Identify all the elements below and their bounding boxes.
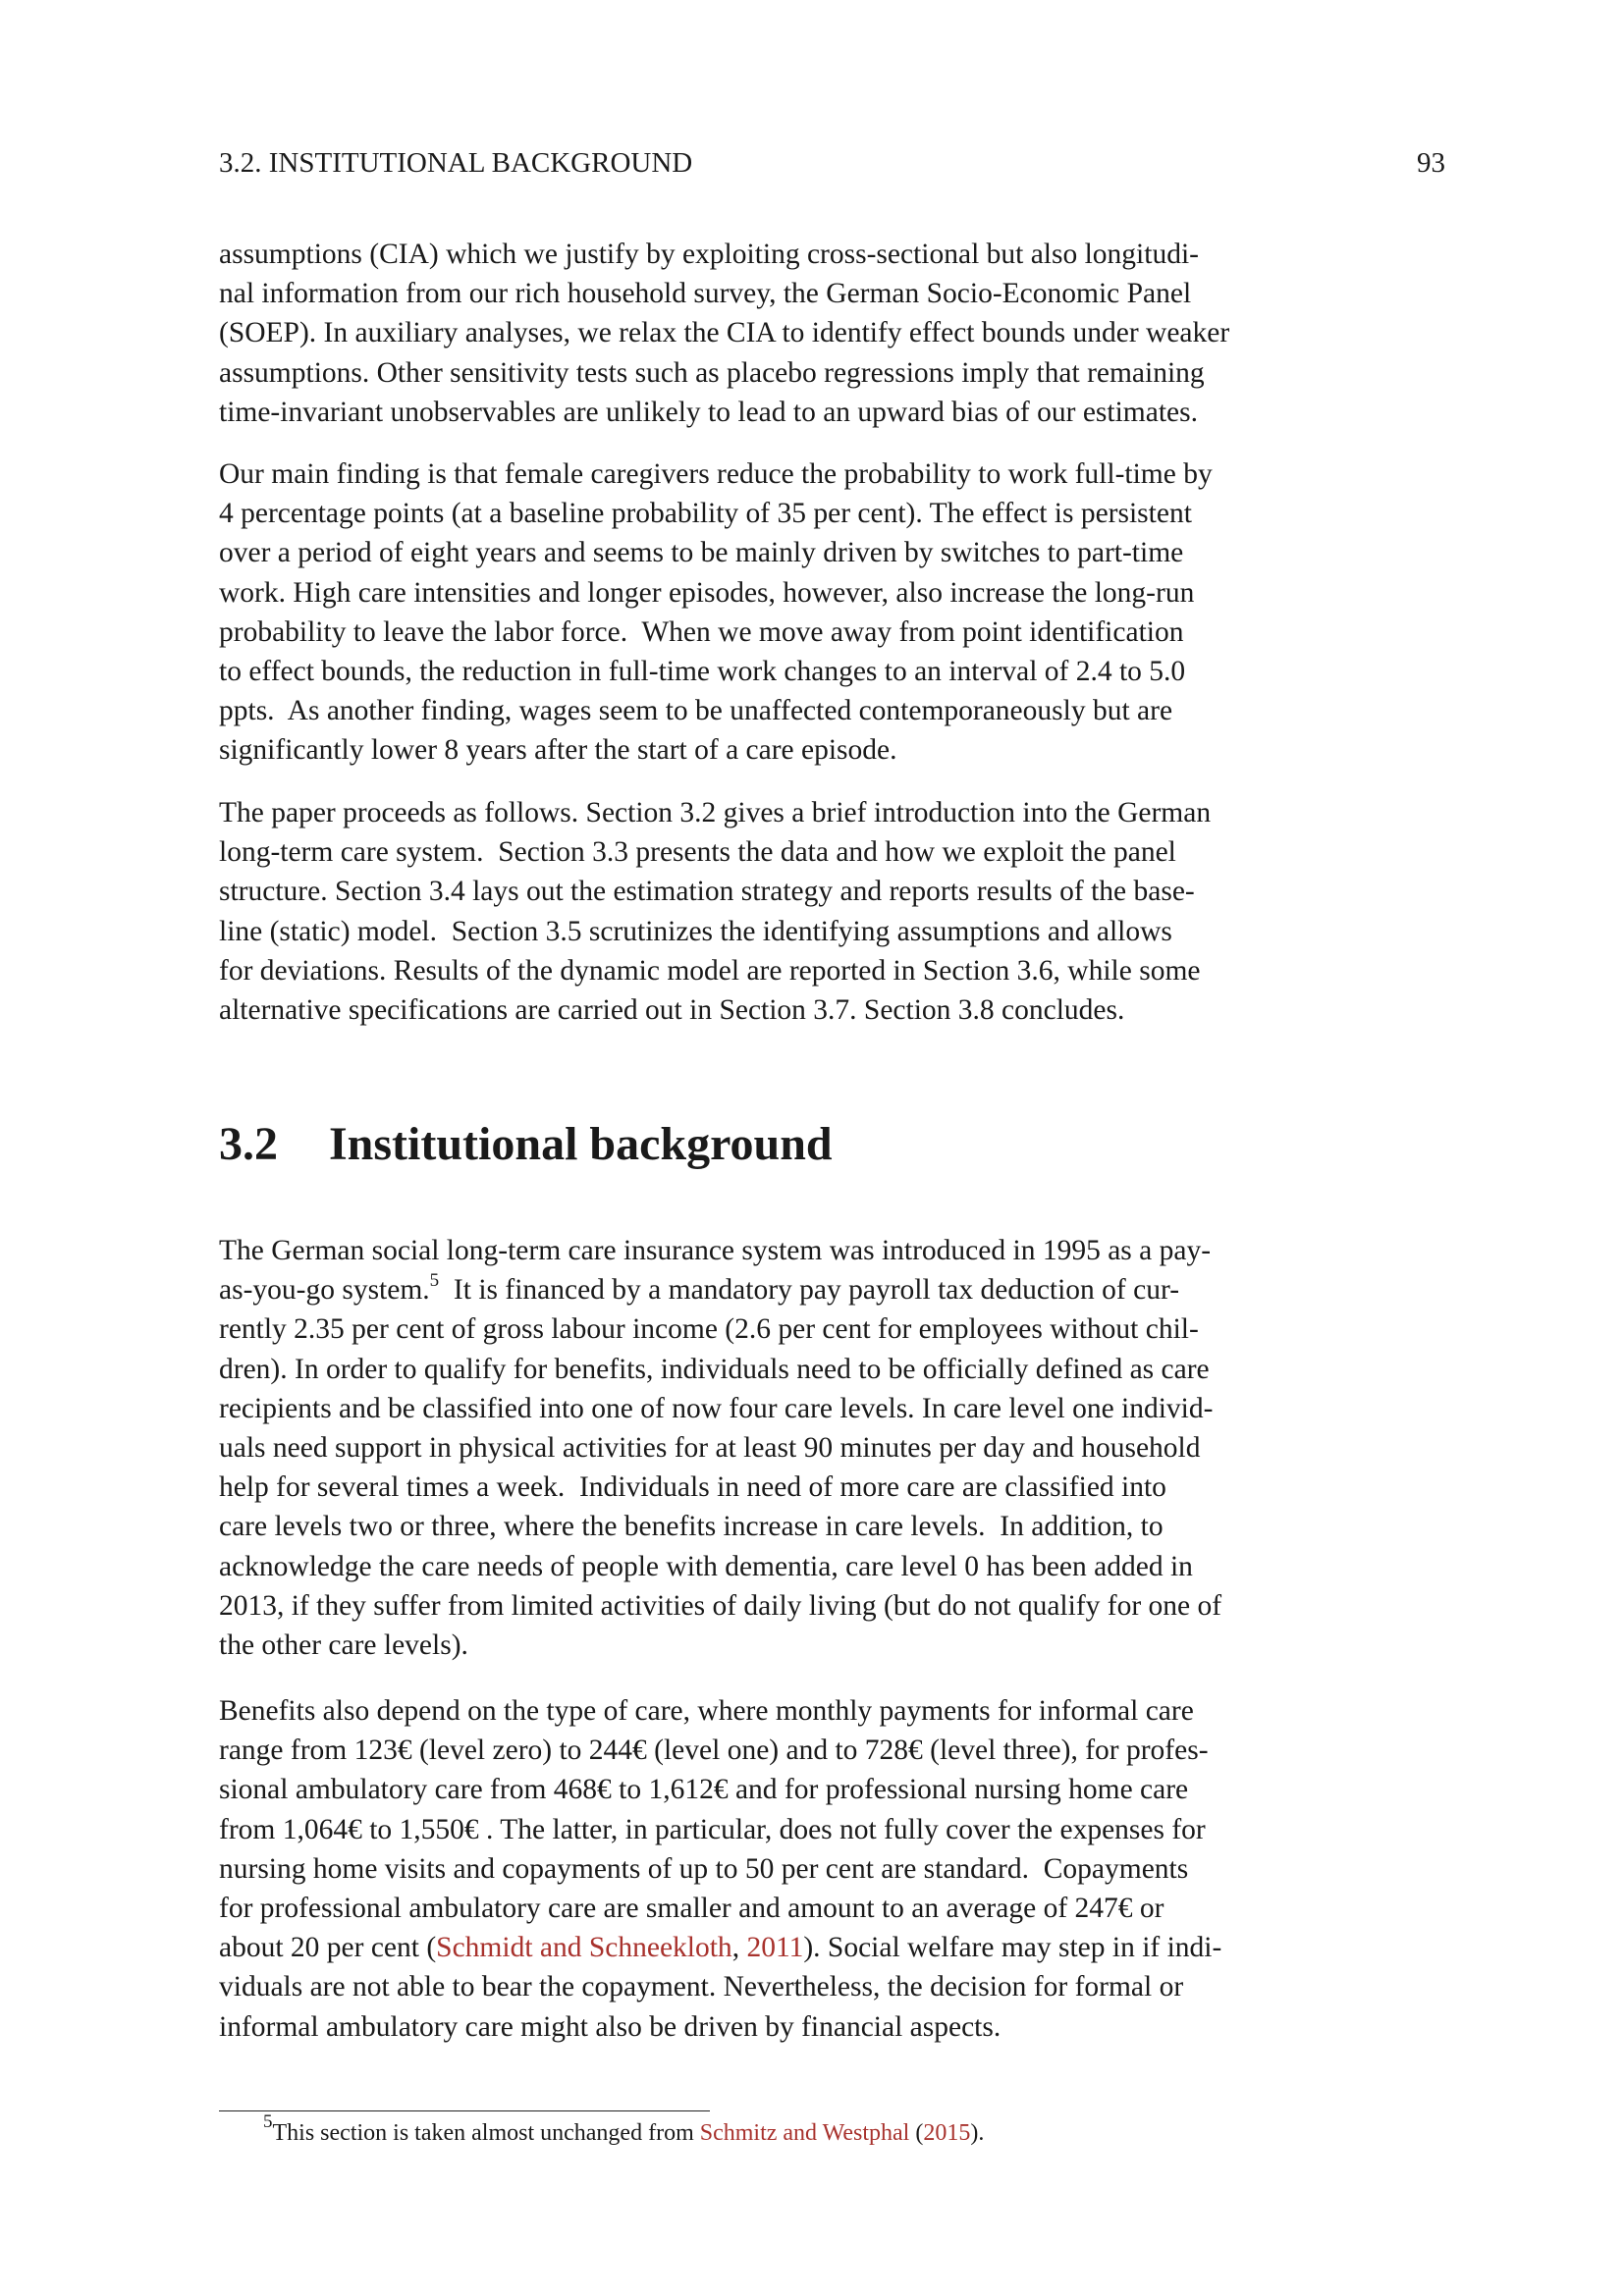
text-line — [219, 793, 1445, 832]
text-line — [219, 1468, 1445, 1507]
section-heading — [219, 1117, 1445, 1171]
text-segment: significantly lower 8 years after the start of a care episode. — [219, 734, 897, 767]
footnote-reference[interactable]: 5 — [429, 1270, 440, 1292]
text-segment: for deviations. Results of the dynamic model are reported in Section 3.6, while some — [219, 954, 1201, 987]
text-line — [219, 494, 1445, 533]
paragraph-intro-assumptions — [219, 235, 1445, 432]
text-line — [219, 1231, 1445, 1270]
text-segment: Our main finding is that female caregivers reduce the probability to work full-time by — [219, 458, 1213, 490]
text-line — [219, 1270, 1445, 1309]
text-segment: structure. Section 3.4 lays out the estimation strategy and reports results of the base- — [219, 876, 1195, 908]
text-segment: informal ambulatory care might also be driven by financial aspects. — [219, 2010, 1001, 2043]
footnote-text: This section is taken almost unchanged from — [272, 2120, 700, 2146]
text-line — [219, 1586, 1445, 1626]
text-segment: sional ambulatory care from 468€ to 1,612€ and for professional nursing home care — [219, 1774, 1189, 1806]
text-segment: probability to leave the labor force. When we move away from point identification — [219, 615, 1184, 648]
text-line — [219, 1350, 1445, 1389]
text-segment: from 1,064€ to 1,550€ . The latter, in particular, does not fully cover the expenses for — [219, 1813, 1206, 1845]
text-segment: nal information from our rich household survey, the German Socio-Economic Panel — [219, 278, 1192, 310]
text-line — [219, 1389, 1445, 1428]
text-segment: over a period of eight years and seems to be mainly driven by switches to part-time — [219, 537, 1184, 569]
text-line — [219, 274, 1445, 313]
text-line — [219, 2007, 1445, 2047]
text-line — [219, 1309, 1445, 1349]
text-line — [219, 1928, 1445, 1967]
text-segment: alternative specifications are carried out in Section 3.7. Section 3.8 concludes. — [219, 993, 1125, 1026]
text-segment: ppts. As another finding, wages seem to be unaffected contemporaneously but are — [219, 695, 1173, 727]
text-line — [219, 613, 1445, 652]
text-line — [219, 1770, 1445, 1809]
text-segment: The German social long-term care insurance system was introduced in 1995 as a pay- — [219, 1235, 1212, 1266]
text-segment: care levels two or three, where the benefits increase in care levels. In addition, to — [219, 1511, 1164, 1543]
text-segment: The paper proceeds as follows. Section 3.2 gives a brief introduction into the German — [219, 797, 1212, 828]
text-segment: It is financed by a mandatory pay payroll tax deduction of cur- — [439, 1274, 1180, 1307]
paragraph-care-insurance — [219, 1231, 1445, 1665]
running-title: 3.2. INSTITUTIONAL BACKGROUND — [219, 147, 693, 179]
text-segment: rently 2.35 per cent of gross labour income (2.6 per cent for employees without chil- — [219, 1313, 1199, 1346]
text-segment: recipients and be classified into one of now four care levels. In care level one individ- — [219, 1392, 1214, 1424]
text-line — [219, 1507, 1445, 1546]
text-segment: Benefits also depend on the type of care, where monthly payments for informal care — [219, 1695, 1194, 1727]
text-segment: assumptions (CIA) which we justify by exploiting cross-sectional but also longitudi- — [219, 239, 1199, 270]
text-line — [219, 235, 1445, 274]
footnote-marker: 5 — [263, 2111, 273, 2132]
text-line — [219, 454, 1445, 494]
text-line — [219, 573, 1445, 613]
text-line — [219, 1547, 1445, 1586]
text-segment: 4 percentage points (at a baseline probability of 35 per cent). The effect is persistent — [219, 498, 1192, 530]
text-segment: ). Social welfare may step in if indi- — [803, 1932, 1222, 1964]
text-line — [219, 1967, 1445, 2006]
running-header — [219, 147, 1445, 180]
footnote-rule — [219, 2110, 710, 2111]
text-segment: help for several times a week. Individuals in need of more care are classified into — [219, 1471, 1166, 1504]
text-segment: uals need support in physical activities for at least 90 minutes per day and household — [219, 1431, 1201, 1464]
text-line — [219, 1889, 1445, 1928]
text-segment: for professional ambulatory care are smaller and amount to an average of 247€ or — [219, 1892, 1164, 1924]
text-segment: long-term care system. Section 3.3 presents the data and how we exploit the panel — [219, 836, 1176, 869]
text-line — [219, 393, 1445, 432]
text-segment: 2013, if they suffer from limited activities of daily living (but do not qualify for one of — [219, 1589, 1222, 1622]
text-line — [219, 951, 1445, 990]
text-line — [219, 1810, 1445, 1849]
text-segment: time-invariant unobservables are unlikely to lead to an upward bias of our estimates. — [219, 396, 1198, 428]
text-line — [219, 1731, 1445, 1770]
text-segment: viduals are not able to bear the copayment. Nevertheless, the decision for formal or — [219, 1971, 1184, 2003]
text-segment: dren). In order to qualify for benefits, individuals need to be officially defined as care — [219, 1353, 1210, 1385]
text-segment: work. High care intensities and longer episodes, however, also increase the long-run — [219, 576, 1195, 609]
text-line — [219, 1849, 1445, 1889]
text-segment: to effect bounds, the reduction in full-time work changes to an interval of 2.4 to 5.0 — [219, 655, 1186, 687]
citation-link-year[interactable]: 2015 — [923, 2120, 971, 2146]
text-segment: range from 123€ (level zero) to 244€ (level one) and to 728€ (level three), for profes- — [219, 1735, 1209, 1767]
text-segment: about 20 per cent ( — [219, 1932, 437, 1964]
text-line — [219, 353, 1445, 393]
text-line — [219, 652, 1445, 691]
page-number: 93 — [1417, 147, 1445, 179]
text-line — [219, 872, 1445, 911]
text-segment: acknowledge the care needs of people with dementia, care level 0 has been added in — [219, 1550, 1193, 1582]
text-segment: line (static) model. Section 3.5 scrutinizes the identifying assumptions and allows — [219, 915, 1172, 947]
text-segment: assumptions. Other sensitivity tests such as placebo regressions imply that remaining — [219, 356, 1205, 389]
text-line — [219, 912, 1445, 951]
text-line — [219, 832, 1445, 872]
text-line — [219, 691, 1445, 730]
paragraph-benefits — [219, 1691, 1445, 2047]
text-segment: as-you-go system. — [219, 1274, 430, 1307]
section-number: 3.2 — [219, 1118, 278, 1170]
text-segment: the other care levels). — [219, 1629, 468, 1661]
citation-link[interactable]: Schmidt and Schneekloth — [436, 1932, 732, 1964]
footnote-paren-close: ). — [970, 2120, 985, 2146]
citation-link-authors[interactable]: Schmitz and Westphal — [699, 2120, 910, 2146]
text-segment: (SOEP). In auxiliary analyses, we relax the CIA to identify effect bounds under weaker — [219, 317, 1230, 349]
paragraph-outline — [219, 793, 1445, 1030]
text-line — [219, 1691, 1445, 1731]
footnote — [263, 2111, 985, 2150]
section-title: Institutional background — [329, 1118, 833, 1170]
text-segment: , — [731, 1932, 747, 1964]
text-line — [219, 1428, 1445, 1468]
text-line — [219, 533, 1445, 572]
text-segment: nursing home visits and copayments of up to 50 per cent are standard. Copayments — [219, 1852, 1189, 1885]
footnote-paren-open: ( — [909, 2120, 924, 2146]
text-line — [219, 990, 1445, 1030]
text-line — [219, 1626, 1445, 1665]
text-line — [219, 730, 1445, 770]
text-line — [219, 313, 1445, 352]
paragraph-main-finding — [219, 454, 1445, 771]
citation-link[interactable]: 2011 — [746, 1932, 804, 1964]
